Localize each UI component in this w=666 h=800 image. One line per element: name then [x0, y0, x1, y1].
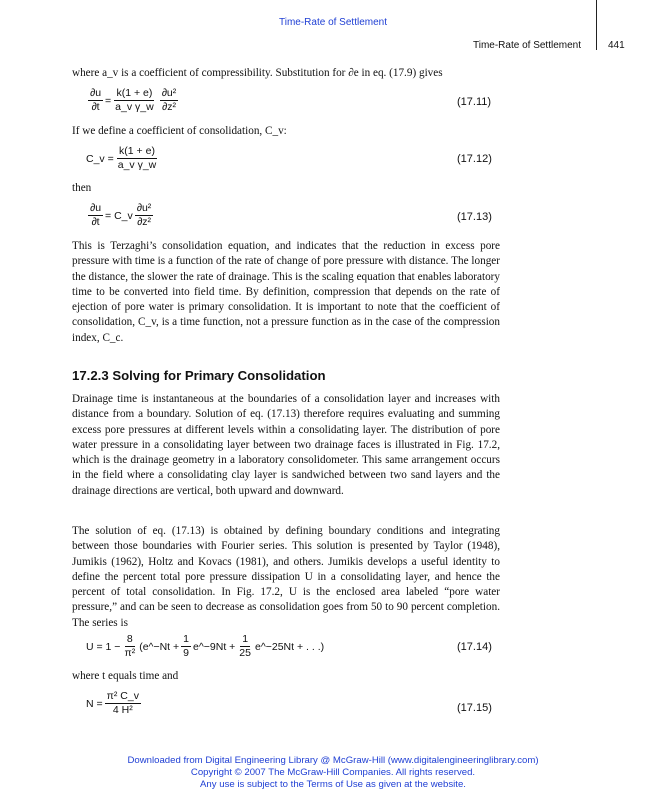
- equation-17-15: [86, 690, 143, 717]
- eq13-den: ∂z²: [137, 216, 151, 228]
- eq15-lhs: N =: [86, 697, 103, 710]
- eq11-num: k(1 + e): [116, 87, 153, 99]
- equation-17-11: [86, 87, 180, 114]
- equation-label-17-12: (17.12): [457, 153, 492, 165]
- paragraph-6: The solution of eq. (17.13) is obtained by defining boundary conditions and integrating between those boundaries with Fourier series. This solution is presented by Taylor (1948), Jumikis (1962), Holtz and Kovacs (1981), and others. Jumikis develops a useful identity to define the percent total pore pressure dissipation U in a consolidating layer, and hence the percent of total consolidation. In Fig. 17.2, U is the enclosed area labeled “pore water pressure,” and can be seen to decrease as consolidation goes from 50 to 90 percent completion. The series is: [72, 525, 500, 629]
- paragraph-5: Drainage time is instantaneous at the boundaries of a consolidation layer and increases with distance from a boundary. Solution of eq. (17.13) therefore requires evaluating and summing excess pore pressures at different levels within a consolidating layer. The distribution of pore water pressure in a consolidating layer between two drainage faces is illustrated in Fig. 17.2, which is the drainage geometry in a laboratory consolidometer. This same arrangement occurs in the field where a consolidating clay layer is sandwiched between two sand layers and the drainage directions are vertical, both upward and downward.: [72, 393, 500, 497]
- eq14-lhs: U = 1 −: [86, 640, 121, 653]
- equation-17-14: [86, 633, 324, 660]
- eq14-term1: (e^−Nt +: [139, 640, 180, 653]
- eq11-equals: =: [105, 94, 112, 107]
- section-running-head: Time-Rate of Settlement: [473, 40, 582, 51]
- eq13-lhs-num: ∂u: [90, 202, 102, 214]
- eq11-num2: ∂u²: [161, 87, 177, 99]
- eq15-den: 4 H²: [112, 704, 133, 716]
- eq12-num: k(1 + e): [119, 145, 155, 157]
- eq14-f2-num: 1: [183, 633, 189, 645]
- eq14-term2: e^−9Nt +: [193, 640, 236, 653]
- paragraph-2: If we define a coefficient of consolidation, C_v:: [72, 125, 287, 137]
- paragraph-1: where a_v is a coefficient of compressibility. Substitution for ∂e in eq. (17.9) gives: [72, 67, 443, 79]
- eq14-f3-den: 25: [239, 647, 251, 659]
- eq13-mid: = C_v: [105, 209, 133, 222]
- eq12-den: a_v γ_w: [117, 159, 157, 171]
- equation-label-17-14: (17.14): [457, 641, 492, 653]
- eq13-lhs-den: ∂t: [91, 216, 100, 228]
- eq15-num: π² C_v: [106, 690, 139, 702]
- equation-label-17-13: (17.13): [457, 211, 492, 223]
- equation-17-13: [86, 202, 155, 229]
- equation-label-17-15: (17.15): [457, 702, 492, 714]
- eq11-lhs-den: ∂t: [91, 101, 100, 113]
- section-heading: 17.2.3 Solving for Primary Consolidation: [72, 368, 326, 383]
- footer-download-line: Downloaded from Digital Engineering Library @ McGraw-Hill (www.digitalengineeringlibrary.com): [127, 755, 539, 766]
- eq14-f3-num: 1: [242, 633, 249, 645]
- equation-17-12: [86, 145, 160, 172]
- eq14-f1-den: π²: [124, 647, 136, 659]
- header-rule: [596, 0, 597, 50]
- footer-copyright-line: Copyright © 2007 The McGraw-Hill Companies. All rights reserved.: [190, 767, 476, 778]
- page-number: 441: [608, 40, 625, 51]
- eq13-num: ∂u²: [136, 202, 152, 214]
- running-title-top: Time-Rate of Settlement: [278, 17, 387, 28]
- eq11-den2: ∂z²: [162, 101, 176, 113]
- footer-terms-line: Any use is subject to the Terms of Use as given at the website.: [200, 779, 466, 790]
- eq11-lhs-num: ∂u: [90, 87, 102, 99]
- eq12-lhs: C_v =: [86, 152, 114, 165]
- eq14-term3: e^−25Nt + . . .): [254, 640, 325, 653]
- paragraph-4: This is Terzaghi’s consolidation equation, and indicates that the reduction in excess pore pressure with time is a function of the rate of change of pore pressure with distance. The longer the distance, the slower the rate of drainage. This is the scaling equation that enables laboratory time to be converted into field time. By definition, compression that depends on the rate of ejection of pore water is primary consolidation. It is important to note that the coefficient of consolidation, C_v, is a time function, not a pressure function as in the case of the compression index, C_c.: [72, 240, 500, 344]
- eq14-f2-den: 9: [183, 647, 189, 659]
- paragraph-3: then: [72, 182, 92, 194]
- eq11-den: a_v γ_w: [115, 101, 154, 113]
- paragraph-7: where t equals time and: [72, 670, 179, 682]
- eq14-f1-num: 8: [126, 633, 133, 645]
- equation-label-17-11: (17.11): [457, 96, 492, 108]
